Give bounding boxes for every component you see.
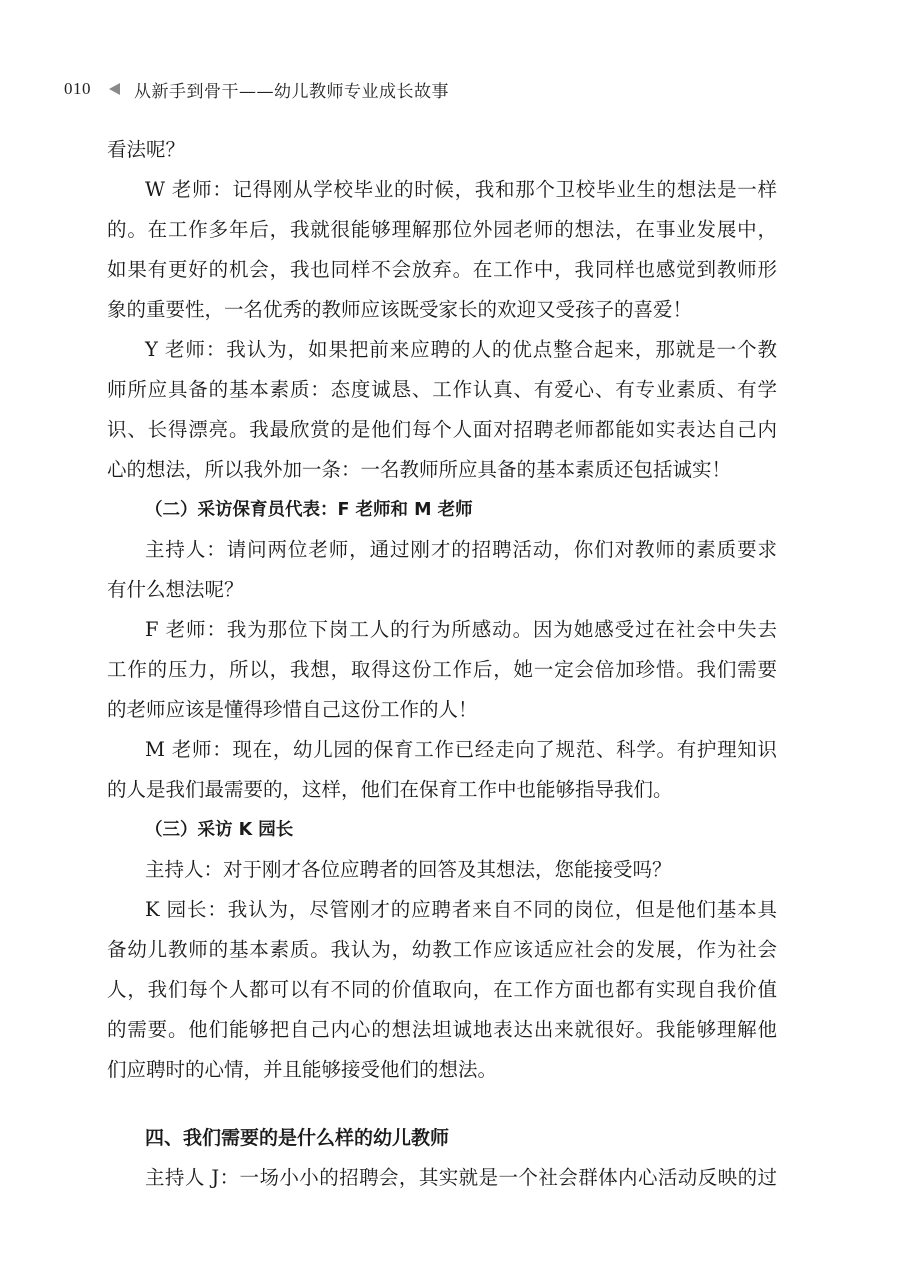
- paragraph-line: 的人是我们最需要的，这样，他们在保育工作中也能够指导我们。: [107, 778, 673, 801]
- paragraph-line: K 园长：我认为，尽管刚才的应聘者来自不同的岗位，但是他们基本具: [145, 898, 777, 921]
- paragraph-line: 看法呢？: [107, 138, 186, 161]
- paragraph-line: 主持人：对于刚才各位应聘者的回答及其想法，您能接受吗？: [145, 858, 672, 881]
- paragraph-line: F 老师：我为那位下岗工人的行为所感动。因为她感受过在社会中失去: [145, 618, 777, 641]
- paragraph-line: 的老师应该是懂得珍惜自己这份工作的人！: [107, 698, 478, 721]
- paragraph-line: 如果有更好的机会，我也同样不会放弃。在工作中，我同样也感觉到教师形: [107, 258, 777, 281]
- paragraph-line: 心的想法，所以我外加一条：一名教师所应具备的基本素质还包括诚实！: [107, 458, 732, 481]
- subsection-heading: （三）采访 K 园长: [145, 820, 294, 840]
- paragraph-line: 备幼儿教师的基本素质。我认为，幼教工作应该适应社会的发展，作为社会: [107, 938, 777, 961]
- paragraph-line: 的。在工作多年后，我就很能够理解那位外园老师的想法，在事业发展中，: [107, 218, 777, 241]
- page-body: [107, 130, 777, 1198]
- paragraph-line: 们应聘时的心情，并且能够接受他们的想法。: [107, 1058, 498, 1081]
- paragraph-line: 识、长得漂亮。我最欣赏的是他们每个人面对招聘老师都能如实表达自己内: [107, 418, 777, 441]
- paragraph-line: 主持人 J：一场小小的招聘会，其实就是一个社会群体内心活动反映的过: [145, 1166, 777, 1189]
- paragraph-line: 工作的压力，所以，我想，取得这份工作后，她一定会倍加珍惜。我们需要: [107, 658, 777, 681]
- section-heading: 四、我们需要的是什么样的幼儿教师: [145, 1127, 450, 1149]
- running-header: [64, 74, 449, 104]
- page-number: 010: [64, 79, 91, 98]
- paragraph-line: W 老师：记得刚从学校毕业的时候，我和那个卫校毕业生的想法是一样: [145, 178, 777, 201]
- paragraph-line: M 老师：现在，幼儿园的保育工作已经走向了规范、科学。有护理知识: [145, 738, 777, 761]
- book-title: 从新手到骨干——幼儿教师专业成长故事: [134, 81, 449, 102]
- section-spacer: [107, 1090, 777, 1118]
- paragraph-line: 师所应具备的基本素质：态度诚恳、工作认真、有爱心、有专业素质、有学: [107, 378, 777, 401]
- paragraph-line: 主持人：请问两位老师，通过刚才的招聘活动，你们对教师的素质要求: [145, 538, 777, 561]
- paragraph-line: 人，我们每个人都可以有不同的价值取向，在工作方面也都有实现自我价值: [107, 978, 777, 1001]
- paragraph-line: 的需要。他们能够把自己内心的想法坦诚地表达出来就很好。我能够理解他: [107, 1018, 777, 1041]
- subsection-heading: （二）采访保育员代表：F 老师和 M 老师: [145, 500, 473, 520]
- paragraph-line: Y 老师：我认为，如果把前来应聘的人的优点整合起来，那就是一个教: [145, 338, 777, 361]
- paragraph-line: 有什么想法呢？: [107, 578, 244, 601]
- paragraph-line: 象的重要性，一名优秀的教师应该既受家长的欢迎又受孩子的喜爱！: [107, 298, 693, 321]
- left-triangle-icon: [109, 83, 120, 95]
